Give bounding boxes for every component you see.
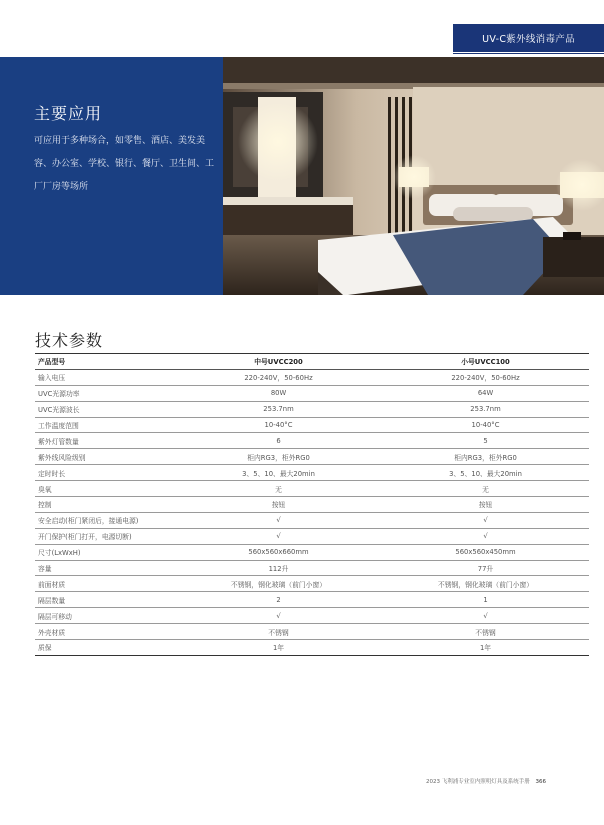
table-row — [35, 576, 589, 592]
table-cell: 253.7nm — [175, 401, 382, 417]
table-row — [35, 369, 589, 385]
table-cell: 1年 — [175, 640, 382, 656]
table-cell: 柜内RG3，柜外RG0 — [175, 449, 382, 465]
table-cell: 按钮 — [175, 497, 382, 513]
table-row — [35, 608, 589, 624]
table-cell: UVC光源波长 — [35, 401, 175, 417]
table-cell: 尺寸(LxWxH) — [35, 544, 175, 560]
table-row — [35, 417, 589, 433]
table-cell: 10-40°C — [175, 417, 382, 433]
table-cell: 按钮 — [382, 497, 589, 513]
table-cell: 无 — [382, 481, 589, 497]
table-cell: √ — [382, 512, 589, 528]
table-row — [35, 544, 589, 560]
table-row — [35, 592, 589, 608]
footer-text: 2023 飞利浦专业室内照明灯具及系统手册 — [426, 779, 530, 785]
table-cell: 隔层可移动 — [35, 608, 175, 624]
table-row — [35, 560, 589, 576]
table-cell: 臭氧 — [35, 481, 175, 497]
table-row — [35, 433, 589, 449]
table-cell: 不锈钢 — [175, 624, 382, 640]
table-row — [35, 624, 589, 640]
application-title: 主要应用 — [34, 104, 103, 123]
table-cell: 3、5、10、最大20min — [175, 465, 382, 481]
table-cell: 安全启动(柜门紧闭后，接通电源) — [35, 512, 175, 528]
table-cell: √ — [382, 528, 589, 544]
table-cell: 1年 — [382, 640, 589, 656]
table-cell: 64W — [382, 385, 589, 401]
header-cell: 中号UVCC200 — [175, 354, 382, 370]
table-row — [35, 465, 589, 481]
table-cell: √ — [175, 512, 382, 528]
hotel-room-photo — [223, 57, 604, 295]
specs-table — [35, 353, 589, 656]
header-cell: 小号UVCC100 — [382, 354, 589, 370]
table-cell: 253.7nm — [382, 401, 589, 417]
table-cell: √ — [175, 528, 382, 544]
table-row — [35, 481, 589, 497]
table-cell: √ — [175, 608, 382, 624]
table-cell: 220-240V，50-60Hz — [382, 369, 589, 385]
table-cell: 1 — [382, 592, 589, 608]
table-cell: 77升 — [382, 560, 589, 576]
table-cell: 220-240V，50-60Hz — [175, 369, 382, 385]
table-row — [35, 497, 589, 513]
table-cell: 不锈钢，钢化玻璃（前门小窗） — [175, 576, 382, 592]
table-cell: 紫外线风险级别 — [35, 449, 175, 465]
header-rule — [453, 53, 604, 54]
specs-header-row — [35, 354, 589, 370]
table-cell: 外壳材质 — [35, 624, 175, 640]
table-cell: 控制 — [35, 497, 175, 513]
table-cell: 紫外灯管数量 — [35, 433, 175, 449]
page-number: 366 — [535, 779, 546, 785]
table-row — [35, 528, 589, 544]
application-panel — [0, 57, 223, 295]
section-tab-label: UV-C紫外线消毒产品 — [482, 34, 575, 45]
application-description: 可应用于多种场合，如零售、酒店、美发美容、办公室、学校、银行、餐厅、卫生间、工厂厂房等场所 — [34, 136, 215, 192]
table-row — [35, 640, 589, 656]
specs-title: 技术参数 — [35, 331, 104, 350]
table-cell: 容量 — [35, 560, 175, 576]
table-row — [35, 385, 589, 401]
table-cell: 10-40°C — [382, 417, 589, 433]
table-cell: 开门保护(柜门打开，电源切断) — [35, 528, 175, 544]
table-cell: 560x560x660mm — [175, 544, 382, 560]
table-cell: 隔层数量 — [35, 592, 175, 608]
table-cell: 无 — [175, 481, 382, 497]
table-cell: UVC光源功率 — [35, 385, 175, 401]
table-row — [35, 401, 589, 417]
table-cell: 6 — [175, 433, 382, 449]
table-row — [35, 512, 589, 528]
table-cell: 不锈钢 — [382, 624, 589, 640]
table-cell: 3、5、10、最大20min — [382, 465, 589, 481]
table-cell: 不锈钢，钢化玻璃（前门小窗） — [382, 576, 589, 592]
table-cell: 质保 — [35, 640, 175, 656]
table-cell: 输入电压 — [35, 369, 175, 385]
table-row — [35, 449, 589, 465]
table-cell: 80W — [175, 385, 382, 401]
table-cell: 560x560x450mm — [382, 544, 589, 560]
table-cell: √ — [382, 608, 589, 624]
table-cell: 5 — [382, 433, 589, 449]
header-cell: 产品型号 — [35, 354, 175, 370]
table-cell: 定时时长 — [35, 465, 175, 481]
table-cell: 柜内RG3，柜外RG0 — [382, 449, 589, 465]
table-cell: 前面材质 — [35, 576, 175, 592]
table-cell: 工作温度范围 — [35, 417, 175, 433]
table-cell: 2 — [175, 592, 382, 608]
page-footer — [426, 777, 546, 785]
table-cell: 112升 — [175, 560, 382, 576]
section-tab — [453, 24, 604, 52]
